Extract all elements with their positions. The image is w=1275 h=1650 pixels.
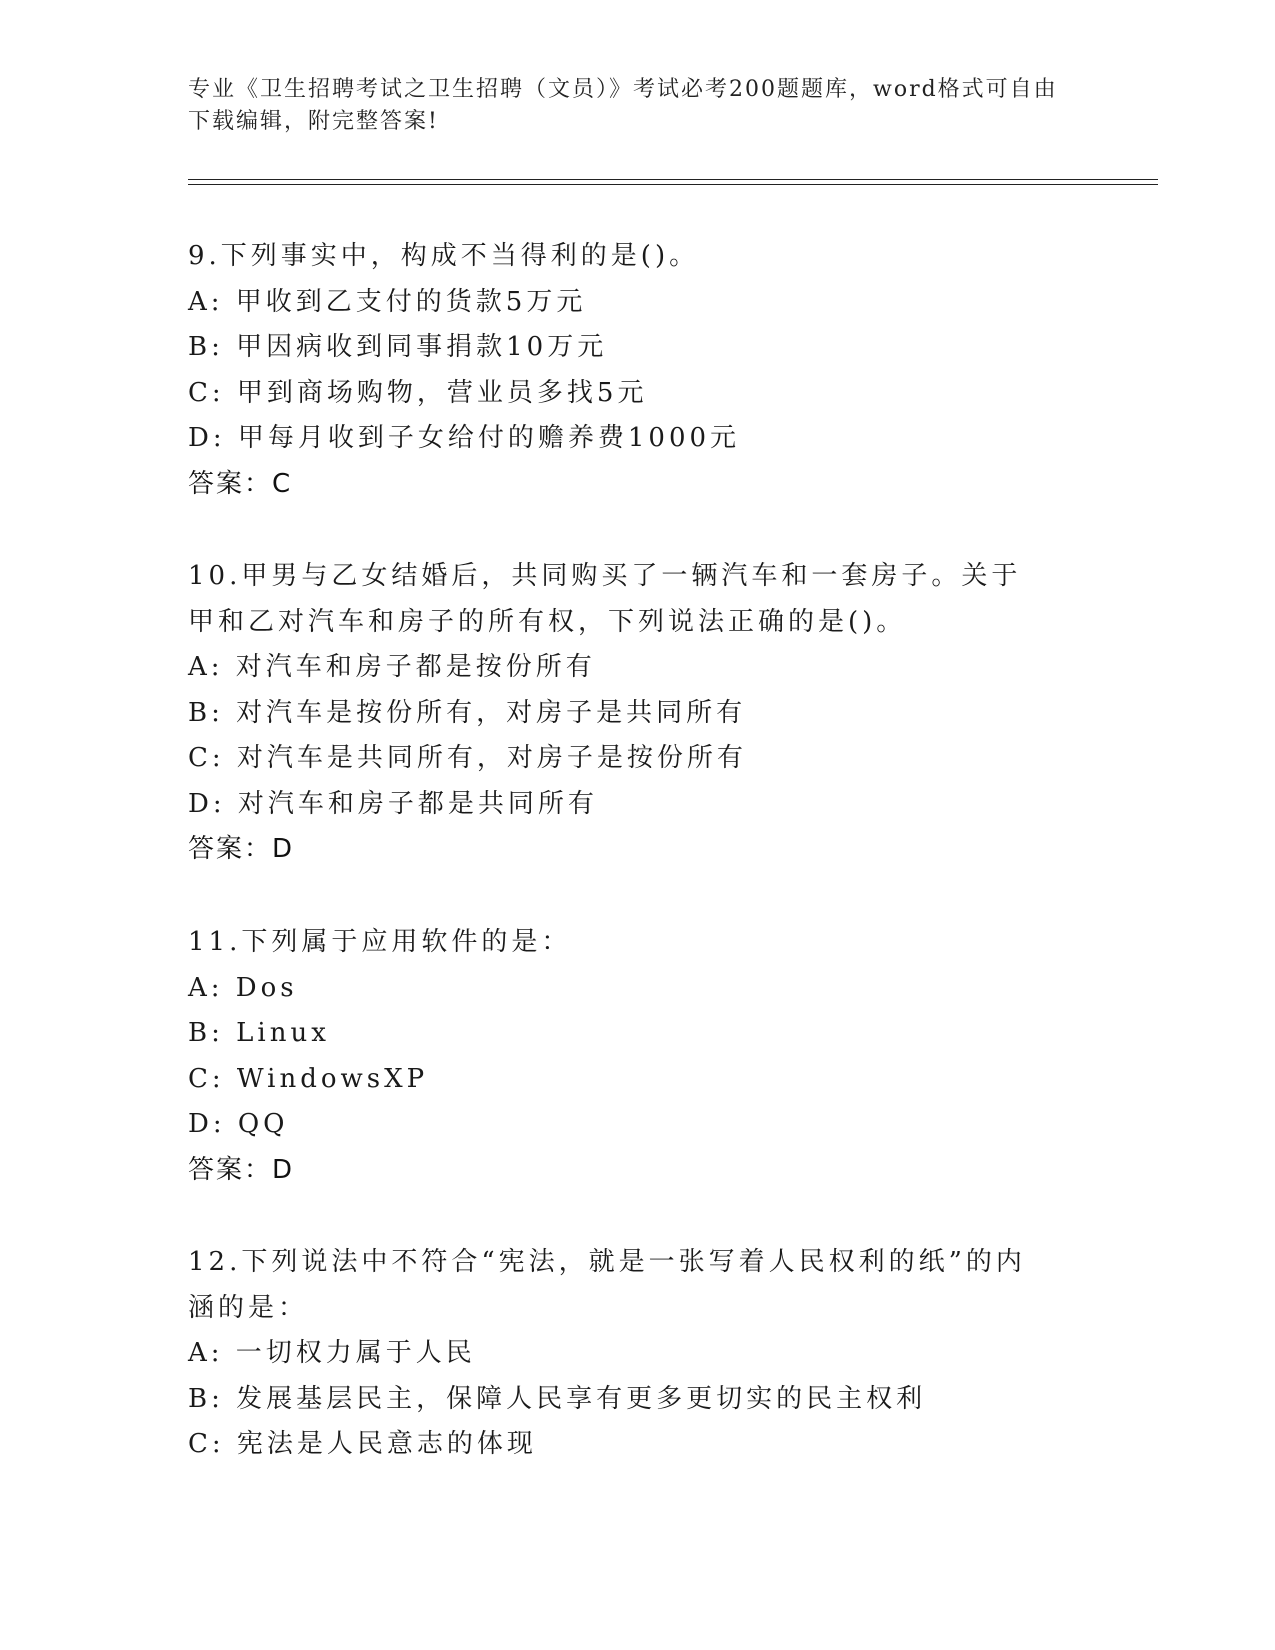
header-text: 专业《卫生招聘考试之卫生招聘（文员）》考试必考200题题库，word格式可自由下载编辑，附完整答案! <box>188 77 1058 134</box>
option-d: D: 对汽车和房子都是共同所有 <box>188 788 598 819</box>
option-b: B: Linux <box>188 1018 330 1048</box>
answer-line: 答案：C <box>188 468 293 499</box>
option-b: B: 发展基层民主，保障人民享有更多更切实的民主权利 <box>188 1383 927 1414</box>
question-stem: 9.下列事实中，构成不当得利的是()。 <box>188 241 700 271</box>
answer-line: 答案：D <box>188 834 295 864</box>
option-b: B: 甲因病收到同事捐款10万元 <box>188 332 608 362</box>
option-a: A: 甲收到乙支付的货款5万元 <box>188 286 587 317</box>
header-divider-bottom <box>188 184 1158 185</box>
option-a: A: 一切权力属于人民 <box>188 1338 476 1368</box>
question-12 <box>188 1240 1088 1468</box>
option-c: C: 宪法是人民意志的体现 <box>188 1429 537 1459</box>
option-c: C: 甲到商场购物，营业员多找5元 <box>188 377 648 408</box>
question-stem: 10.甲男与乙女结婚后，共同购买了一辆汽车和一套房子。关于甲和乙对汽车和房子的所有权，下列说法正确的是()。 <box>188 561 1022 637</box>
option-b: B: 对汽车是按份所有，对房子是共同所有 <box>188 697 747 728</box>
option-c: C: WindowsXP <box>188 1063 429 1094</box>
question-stem: 12.下列说法中不符合“宪法，就是一张写着人民权利的纸”的内涵的是： <box>188 1247 1026 1323</box>
question-10 <box>188 554 1088 873</box>
question-9 <box>188 234 1088 507</box>
question-stem: 11.下列属于应用软件的是： <box>188 927 572 957</box>
option-a: A: Dos <box>188 972 298 1003</box>
option-d: D: 甲每月收到子女给付的赡养费1000元 <box>188 423 741 453</box>
option-d: D: QQ <box>188 1109 289 1139</box>
option-a: A: 对汽车和房子都是按份所有 <box>188 652 596 682</box>
answer-line: 答案：D <box>188 1154 295 1185</box>
question-11 <box>188 920 1088 1193</box>
header-divider-top <box>188 179 1158 180</box>
document-header <box>188 74 1068 138</box>
option-c: C: 对汽车是共同所有，对房子是按份所有 <box>188 743 747 773</box>
